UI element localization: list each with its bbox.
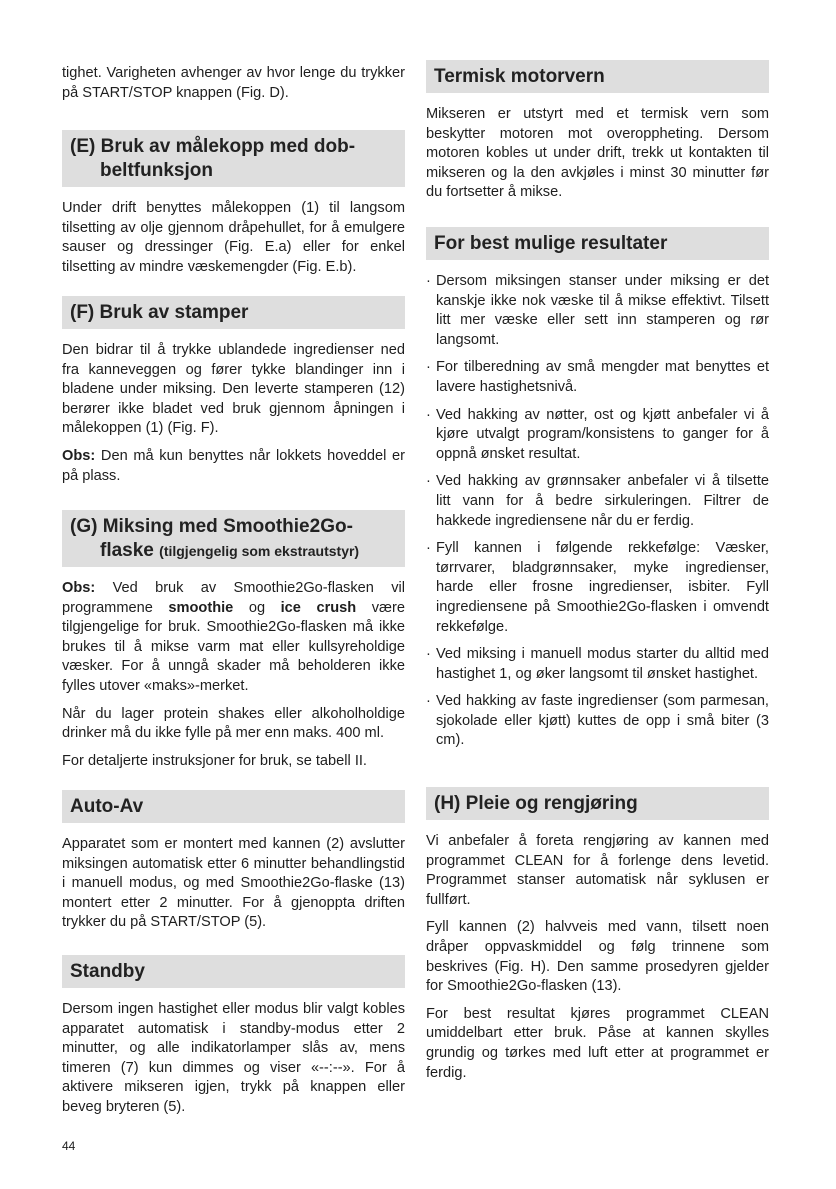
section-h-text: For best resultat kjøres programmet CLEAN umiddelbart etter bruk. Påse at kannen skylles grundig og tørkes med luft etter at programmet er ferdig. <box>426 1005 769 1081</box>
obs-label: Obs: <box>62 447 96 464</box>
section-e <box>62 130 405 285</box>
list-item: · Dersom miksingen stanser under miksing er det kanskje ikke nok væske til å mikse effektivt. Tilsett litt mer væske eller sett inn stamperen og rør langsomt. <box>426 272 769 350</box>
list-item: · For tilberedning av små mengder mat benyttes et lavere hastighetsnivå. <box>426 358 769 397</box>
program-smoothie: smoothie <box>168 599 234 616</box>
heading-text: flaske <box>100 540 154 561</box>
section-e-text: Under drift benyttes målekoppen (1) til langsom tilsetting av olje gjennom dråpehullet, for å emulgere sauser og dressinger (Fig. E.a) eller for enkel tilsetting av mindre væskemengder (Fig. E.b). <box>62 200 405 275</box>
left-intro <box>62 64 405 111</box>
list-item: · Ved hakking av grønnsaker anbefaler vi å tilsette litt vann for å bedre sirkuleringen. Filtrer de hakkede ingrediensene når du er ferdig. <box>426 472 769 531</box>
page-number: 44 <box>62 1139 76 1153</box>
intro-text: tighet. Varigheten avhenger av hvor lenge du trykker på START/STOP knappen (Fig. D). <box>62 65 405 101</box>
section-h <box>426 787 769 1091</box>
heading-note: (tilgjengelig som ekstrautstyr) <box>159 543 360 559</box>
heading-line <box>70 539 397 563</box>
section-thermal <box>426 60 769 211</box>
section-f <box>62 296 405 494</box>
auto-off-heading: Auto-Av <box>62 790 405 823</box>
tips-list <box>426 272 769 751</box>
section-h-text: Vi anbefaler å foreta rengjøring av kannen med programmet CLEAN for å forlenge dens levetid. Programmet stanser automatisk når syklusen er fullført. <box>426 833 769 908</box>
auto-off-text: Apparatet som er montert med kannen (2) avslutter miksingen automatisk etter 6 minutter behandlingstid i manuell modus, og med Smoothie2Go-flaske (13) montert etter 2 minutter. For å gjenoppta driften trykker du på START/STOP (5). <box>62 836 405 931</box>
list-item: · Ved hakking av faste ingredienser (som parmesan, sjokolade eller kjøtt) kuttes de opp i små biter (3 cm). <box>426 692 769 751</box>
text: være tilgjengelige for bruk. Smoothie2Go-flasken må ikke brukes til å mikse varm mat eller kullsyreholdige væsker. For å unngå skader må beholderen ikke fylles utover «maks»-merket. <box>62 599 406 694</box>
section-auto-off <box>62 790 405 941</box>
text: og <box>233 599 281 616</box>
section-g-heading <box>62 510 405 567</box>
text: Ved bruk av Smoothie2Go-flasken vil programmene <box>62 580 405 616</box>
thermal-text: Mikseren er utstyrt med et termisk vern som beskytter motoren mot overoppheting. Dersom motoren kobles ut under drift, trekk ut kontakten til mikseren og la den avkjøles i minst 30 minutter før du fortsetter å mikse. <box>426 106 769 201</box>
section-g-text: Når du lager protein shakes eller alkoholholdige drinker må du ikke fylle på mer enn maks. 400 ml. <box>62 705 405 742</box>
section-e-heading <box>62 130 405 187</box>
heading-line: beltfunksjon <box>100 160 213 181</box>
obs-text: Den må kun benyttes når lokkets hoveddel er på plass. <box>62 447 405 484</box>
obs-label: Obs: <box>62 580 96 596</box>
section-f-obs <box>62 447 405 486</box>
standby-heading: Standby <box>62 955 405 988</box>
best-results-heading: For best mulige resultater <box>426 227 769 260</box>
list-item: · Ved miksing i manuell modus starter du alltid med hastighet 1, og øker langsomt til ønsket hastighet. <box>426 645 769 684</box>
section-f-text: Den bidrar til å trykke ublandede ingredienser ned fra kanneveggen og fører tykke blandinger inn i bladene under miksing. Den leverte stamperen (12) berører ikke bladet ved bruk gjennom åpningen i målekoppen (1) (Fig. F). <box>62 342 405 437</box>
section-g-obs <box>62 579 405 697</box>
section-h-heading: (H) Pleie og rengjøring <box>426 787 769 820</box>
thermal-heading: Termisk motorvern <box>426 60 769 93</box>
section-standby <box>62 955 405 1126</box>
list-item: · Fyll kannen i følgende rekkefølge: Væsker, tørrvarer, bladgrønnsaker, myke ingredienser, harde eller frosne ingredienser, isbiter. Fyll ingrediensene på Smoothie2Go-flasken i omvendt rekkefølge. <box>426 539 769 637</box>
list-item: · Ved hakking av nøtter, ost og kjøtt anbefaler vi å kjøre utvalgt program/konsistens to ganger for å oppnå ønsket resultat. <box>426 406 769 465</box>
heading-line: (E) Bruk av målekopp med dob- <box>70 136 356 157</box>
section-h-text: Fyll kannen (2) halvveis med vann, tilsett noen dråper oppvaskmiddel og følg trinnene som beskrives (Fig. H). Den samme prosedyren gjelder for Smoothie2Go-flasken (13). <box>426 919 769 995</box>
heading-line: (G) Miksing med Smoothie2Go- <box>70 516 353 537</box>
section-g-text: For detaljerte instruksjoner for bruk, se tabell II. <box>62 752 367 769</box>
section-f-heading: (F) Bruk av stamper <box>62 296 405 329</box>
standby-text: Dersom ingen hastighet eller modus blir valgt kobles apparatet automatisk i standby-modus etter 2 minutter, og alle indikatorlamper slås av, mens timeren (7) kun dimmes og viser «--:--». For å aktivere mikseren igjen, trykk på knappen eller beveg bryteren (5). <box>62 1001 405 1115</box>
section-best-results <box>426 227 769 759</box>
program-ice-crush: ice crush <box>280 599 357 616</box>
section-g <box>62 510 405 779</box>
